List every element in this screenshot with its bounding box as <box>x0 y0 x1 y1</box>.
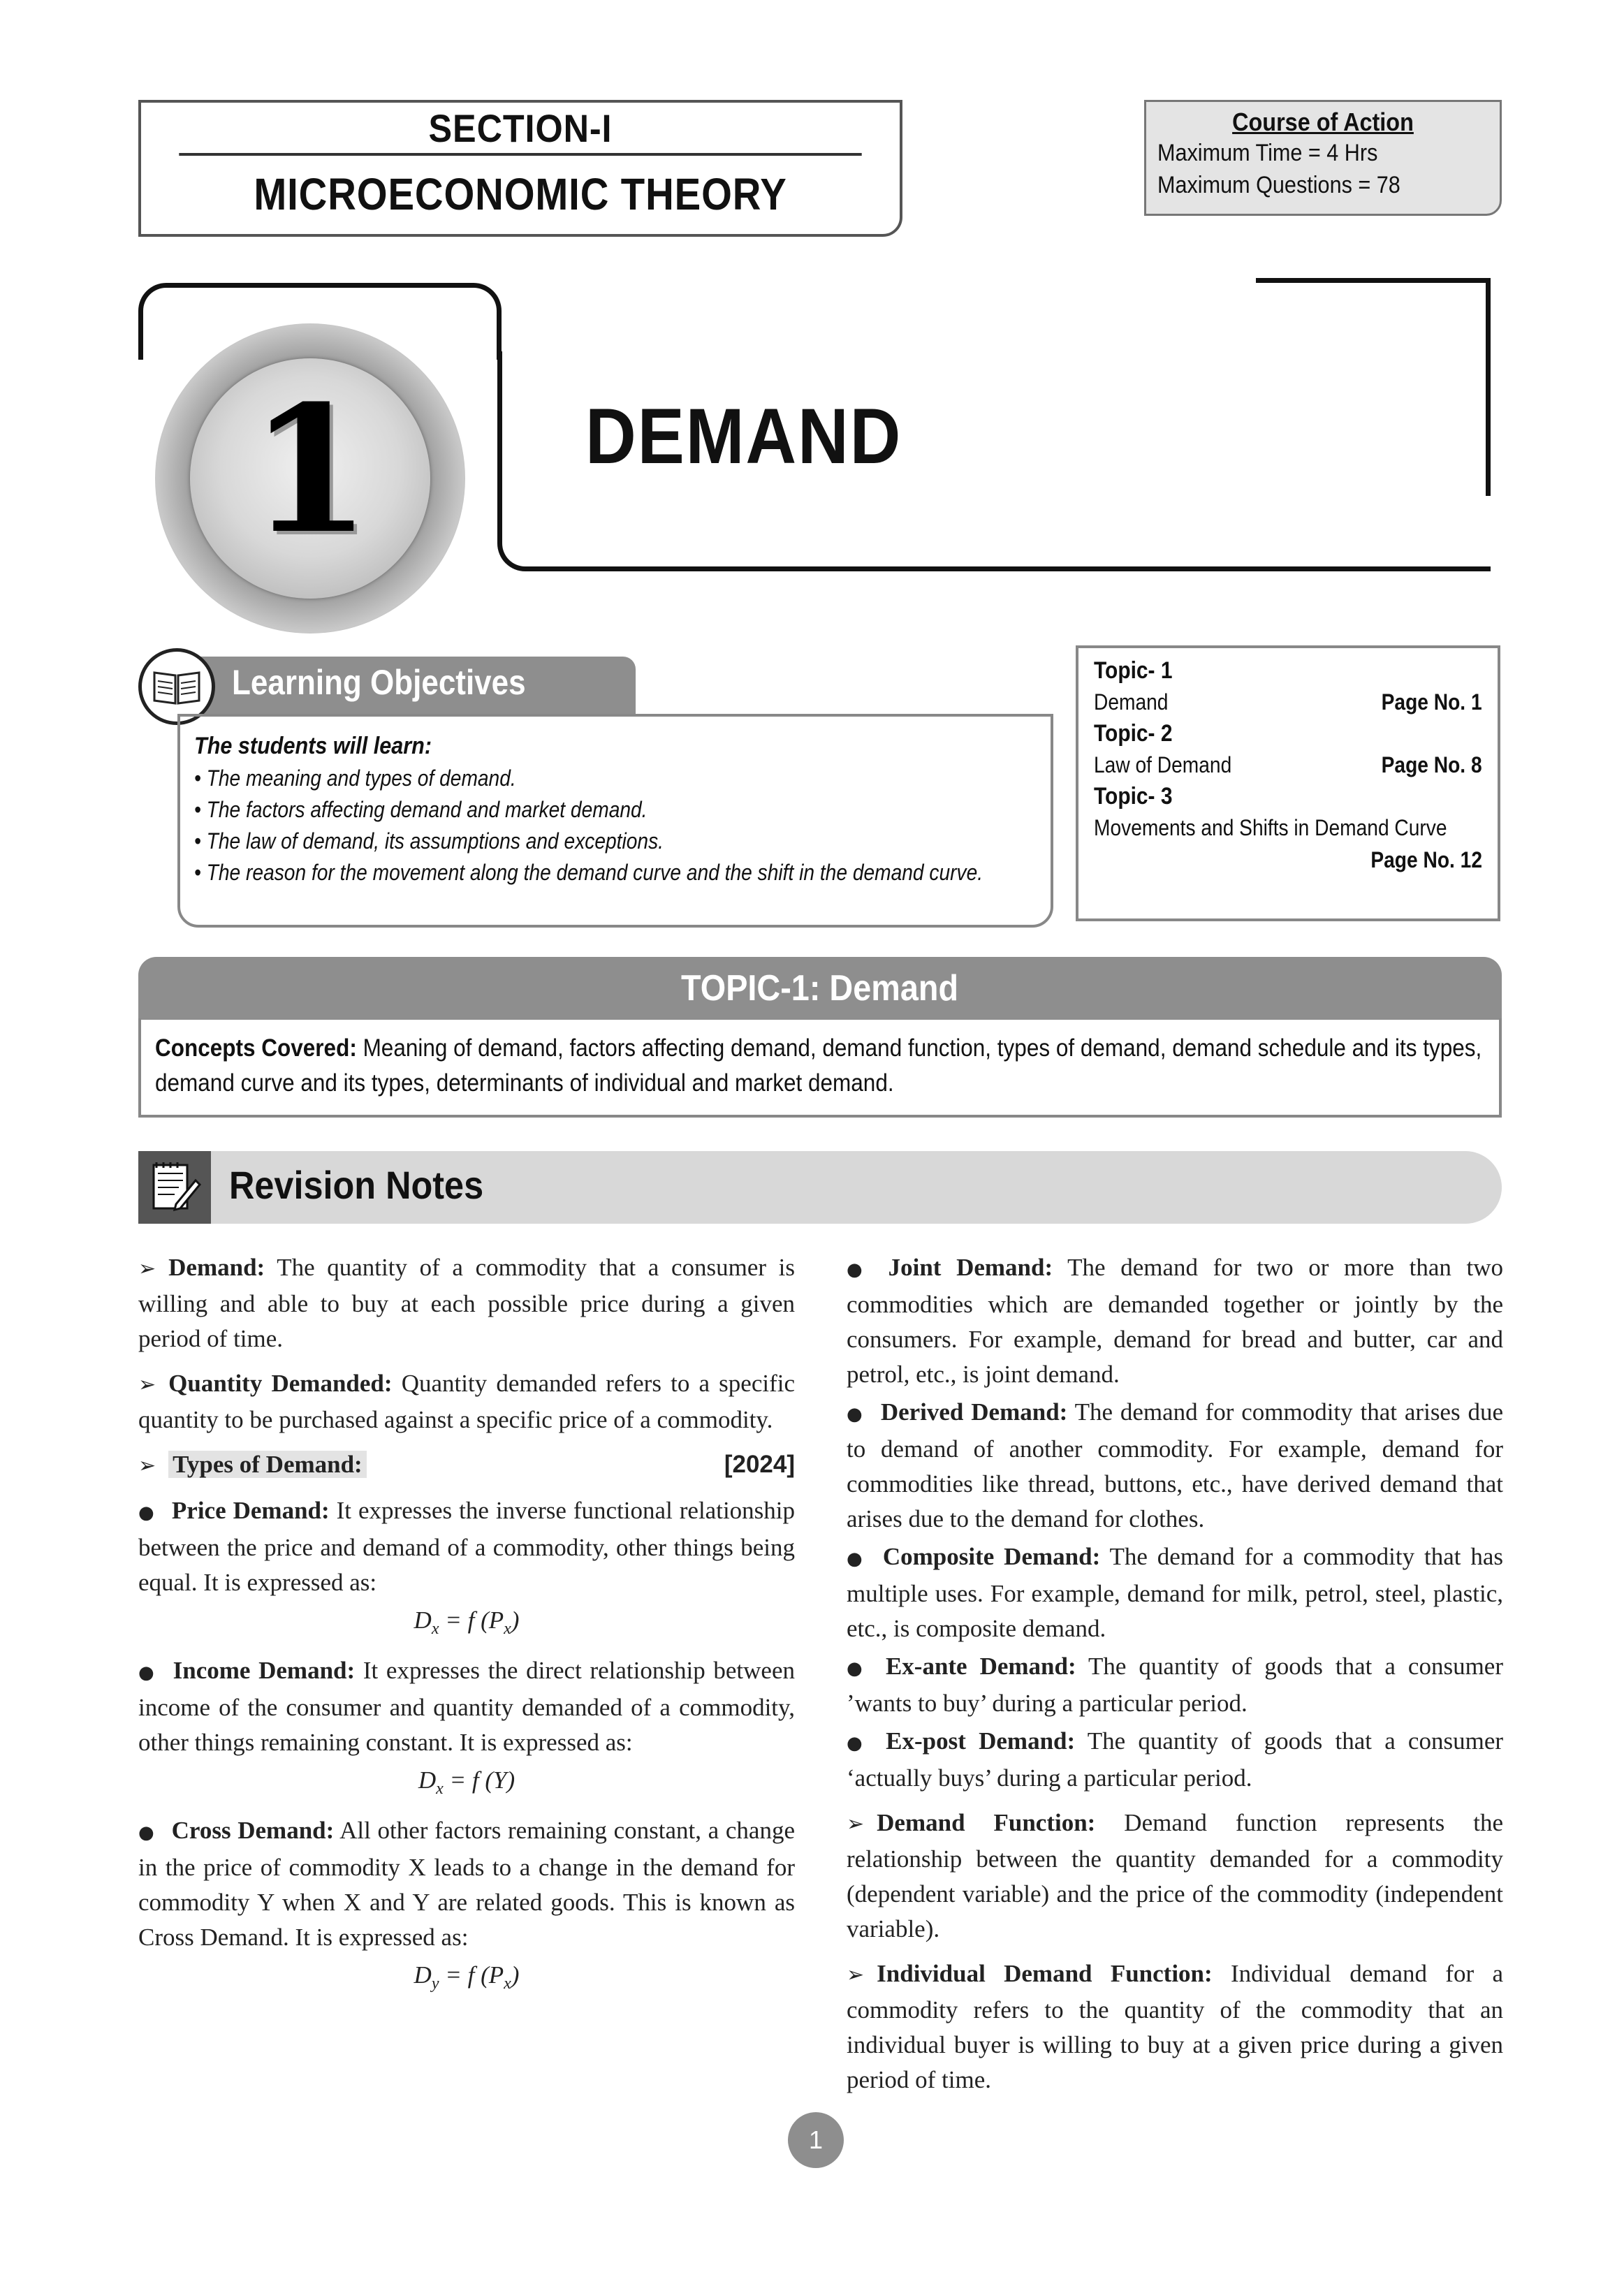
formula-cross-demand: $D_y = f$ $(P_x)$ <box>414 1961 520 1993</box>
concepts-text: Meaning of demand, factors affecting demand, demand function, types of demand, demand schedule and its types, demand curve and its types, determinants of individual and market demand. <box>155 1034 1482 1097</box>
note-text: All other factors remaining constant, a change in the price of commodity X leads to a change in the demand for commodity Y when X and Y are related goods. This is known as Cross Demand. It is expressed as: <box>138 1817 796 1951</box>
dot-bullet-icon: ● <box>847 1259 872 1280</box>
chapter-frame-corner <box>1256 278 1491 496</box>
note-text: The quantity of a commodity that a consumer is willing and able to buy at each possible price during a given period of time. <box>138 1254 795 1352</box>
note-text: The quantity of goods that a consumer ‘actually buys’ during a particular period. <box>847 1727 1504 1792</box>
dot-bullet-icon: ● <box>138 1502 155 1523</box>
learning-objectives-heading: The students will learn: <box>194 733 432 759</box>
note-composite-demand <box>847 1539 1503 1646</box>
note-income-demand <box>138 1653 795 1760</box>
note-cross-demand <box>138 1813 795 1955</box>
topic-label: Topic- 2 <box>1094 720 1173 747</box>
dot-bullet-icon: ● <box>847 1658 869 1679</box>
note-term: Composite Demand: <box>882 1543 1101 1570</box>
chapter-title: DEMAND <box>585 393 902 480</box>
right-column <box>847 1250 1503 2107</box>
note-demand <box>138 1250 795 1356</box>
note-individual-demand-function <box>847 1956 1503 2098</box>
topic-page: Page No. 8 <box>1382 752 1482 777</box>
topic-banner-title: TOPIC-1: Demand <box>681 968 959 1009</box>
arrow-bullet-icon: ➢ <box>138 1454 156 1478</box>
arrow-bullet-icon: ➢ <box>138 1372 156 1397</box>
note-term: Ex-ante Demand: <box>885 1653 1076 1680</box>
formula-income-demand: $D_x = f$ (Y) <box>418 1766 515 1798</box>
note-joint-demand <box>847 1250 1503 1392</box>
note-term: Derived Demand: <box>880 1398 1068 1426</box>
dot-bullet-icon: ● <box>138 1822 155 1843</box>
formula-price-demand: $D_x = f$ $(P_x)$ <box>414 1606 520 1638</box>
dot-bullet-icon: ● <box>847 1549 866 1569</box>
note-text: The demand for two or more than two commodities which are demanded together or jointly by the consumers. For example, demand for bread and butter, car and petrol, etc., is joint demand. <box>847 1254 1504 1388</box>
note-term: Quantity Demanded: <box>168 1370 393 1397</box>
learning-objective-item: • The meaning and types of demand. <box>194 766 516 791</box>
note-term: Ex-post Demand: <box>886 1727 1076 1755</box>
course-max-time: Maximum Time = 4 Hrs <box>1157 140 1378 166</box>
concepts-label: Concepts Covered: <box>155 1034 357 1062</box>
note-text: Individual demand for a commodity refers to the quantity of the commodity that an individual buyer is willing to buy at a given price during a given period of time. <box>847 1960 1503 2093</box>
note-text: The demand for a commodity that has multiple uses. For example, demand for milk, petrol, steel, plastic, etc., is composite demand. <box>847 1543 1504 1642</box>
learning-objectives-box <box>177 714 1053 928</box>
note-expost-demand <box>847 1724 1503 1796</box>
note-price-demand <box>138 1493 795 1600</box>
arrow-bullet-icon: ➢ <box>138 1257 156 1281</box>
section-box <box>138 100 902 237</box>
dot-bullet-icon: ● <box>847 1733 870 1754</box>
note-term: Individual Demand Function: <box>877 1960 1213 1987</box>
note-demand-function <box>847 1806 1503 1947</box>
topic-name: Movements and Shifts in Demand Curve <box>1094 815 1447 840</box>
arrow-bullet-icon: ➢ <box>847 1963 865 1987</box>
note-text: Quantity demanded refers to a specific quantity to be purchased against a specific price of a commodity. <box>138 1370 795 1433</box>
concepts-covered-box <box>138 1018 1502 1118</box>
topic-label: Topic- 1 <box>1094 657 1173 684</box>
note-term: Types of Demand: <box>168 1451 367 1478</box>
note-exante-demand <box>847 1649 1503 1721</box>
learning-objective-item: • The factors affecting demand and market demand. <box>194 797 648 822</box>
topic-page: Page No. 1 <box>1382 689 1482 715</box>
arrow-bullet-icon: ➢ <box>847 1812 865 1836</box>
topic-row <box>1094 686 1482 718</box>
course-of-action-box <box>1144 100 1502 216</box>
topic-name: Demand <box>1094 689 1169 715</box>
note-text: It expresses the direct relationship between income of the consumer and quantity demanded of a commodity, other things remaining constant. It is expressed as: <box>138 1657 796 1756</box>
note-text: Demand function represents the relationship between the quantity demanded for a commodity (dependent variable) and the price of the commodity (independent variable). <box>847 1809 1503 1942</box>
note-term: Cross Demand: <box>171 1817 335 1844</box>
section-label: SECTION-I <box>179 103 861 156</box>
revision-notes-title: Revision Notes <box>229 1163 484 1207</box>
note-term: Joint Demand: <box>888 1254 1053 1281</box>
section-title: MICROECONOMIC THEORY <box>254 169 787 219</box>
note-text: The quantity of goods that a consumer ’wants to buy’ during a particular period. <box>847 1653 1503 1717</box>
left-column <box>138 1250 795 2008</box>
note-term: Demand: <box>168 1254 265 1281</box>
topics-index <box>1076 645 1500 921</box>
learning-objective-item: • The law of demand, its assumptions and exceptions. <box>194 828 664 854</box>
topic-row <box>1094 812 1482 844</box>
note-term: Price Demand: <box>171 1497 330 1524</box>
topic-page: Page No. 12 <box>1370 847 1482 872</box>
note-derived-demand <box>847 1395 1503 1537</box>
note-types-of-demand <box>138 1447 795 1484</box>
course-title: Course of Action <box>1232 108 1414 136</box>
note-text: The demand for commodity that arises due to demand of another commodity. For example, demand for commodities like thread, buttons, etc., have derived demand that arises due to the demand for clothes. <box>847 1398 1504 1532</box>
topic-name: Law of Demand <box>1094 752 1232 777</box>
note-quantity-demanded <box>138 1366 795 1437</box>
page-number: 1 <box>788 2112 844 2168</box>
topic-row <box>1094 749 1482 781</box>
note-term: Income Demand: <box>173 1657 356 1684</box>
notepad-pencil-icon <box>138 1151 211 1224</box>
dot-bullet-icon: ● <box>138 1662 156 1683</box>
dot-bullet-icon: ● <box>847 1404 864 1425</box>
learning-objective-item: • The reason for the movement along the demand curve and the shift in the demand curve. <box>194 860 983 885</box>
chapter-number: 1 <box>249 367 371 572</box>
note-term: Demand Function: <box>877 1809 1096 1836</box>
course-max-questions: Maximum Questions = 78 <box>1157 172 1400 198</box>
topic-label: Topic- 3 <box>1094 783 1173 810</box>
topic-banner <box>138 957 1502 1020</box>
year-tag: [2024] <box>724 1451 795 1478</box>
note-text: It expresses the inverse functional relationship between the price and demand of a commodity, other things being equal. It is expressed as: <box>138 1497 796 1596</box>
learning-objectives-label: Learning Objectives <box>232 663 526 702</box>
